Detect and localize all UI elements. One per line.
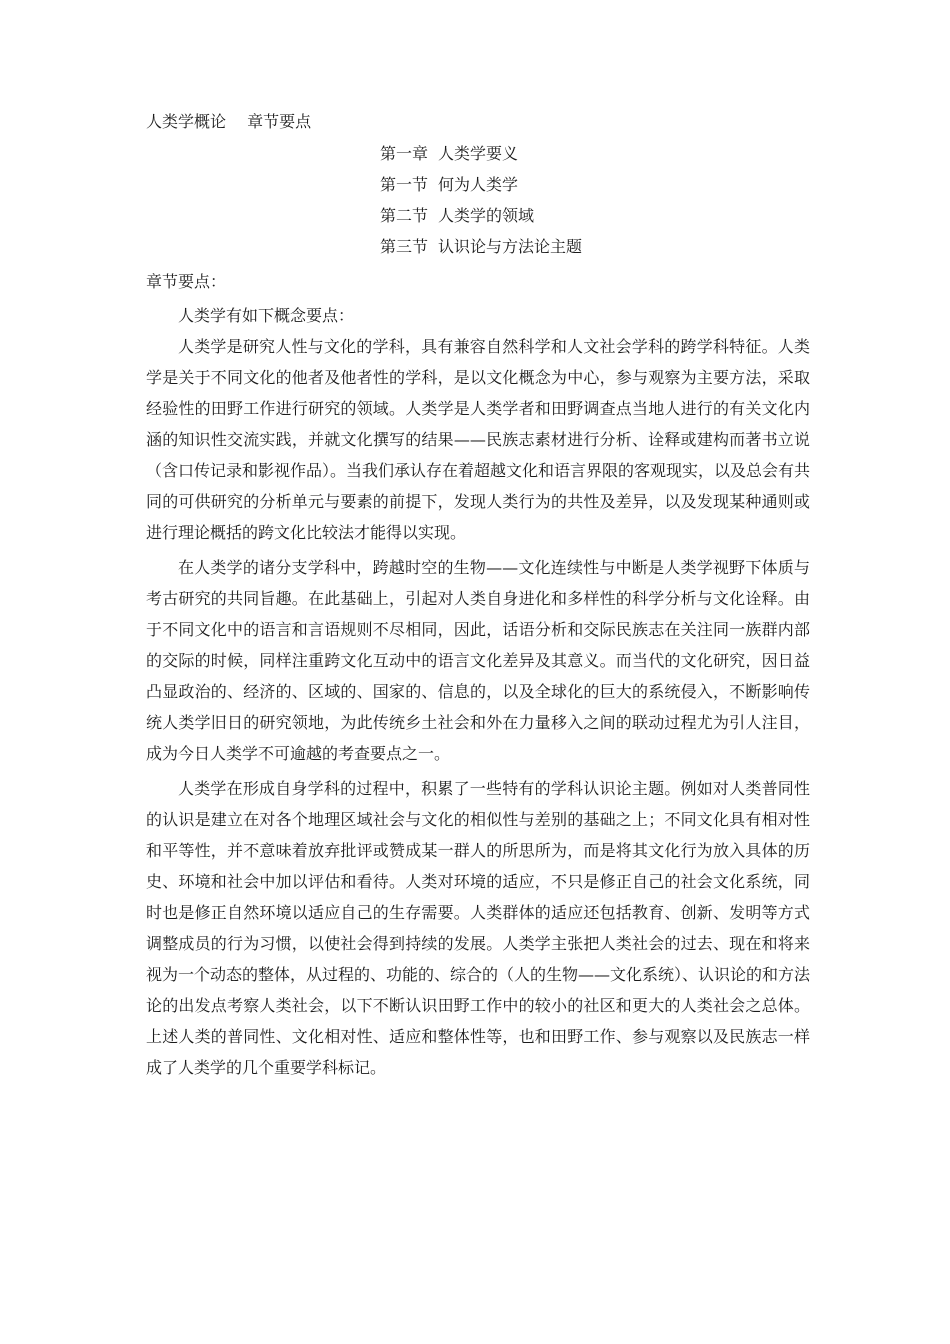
toc-section-title: 人类学的领域 <box>438 206 535 225</box>
key-points-label: 章节要点： <box>146 272 227 291</box>
toc-section-number: 第一节 <box>380 175 429 194</box>
paragraph-intro: 人类学有如下概念要点： <box>178 306 355 325</box>
body-text <box>146 300 810 1083</box>
table-of-contents <box>380 144 582 268</box>
paragraph-epistemology: 人类学在形成自身学科的过程中，积累了一些特有的学科认识论主题。例如对人类普同性的认识是建立在对各个地理区域社会与文化的相似性与差别的基础之上；不同文化具有相对性和平等性，并不意味着放弃批评或赞成某一群人的所思所为，而是将其文化行为放入具体的历史、环境和社会中加以评估和看待。人类对环境的适应，不只是修正自己的社会文化系统，同时也是修正自然环境以适应自己的生存需要。人类群体的适应还包括教育、创新、发明等方式调整成员的行为习惯，以使社会得到持续的发展。人类学主张把人类社会的过去、现在和将来视为一个动态的整体，从过程的、功能的、综合的（人的生物——文化系统）、认识论的和方法论的出发点考察人类社会，以下不断认识田野工作中的较小的社区和更大的人类社会之总体。上述人类的普同性、文化相对性、适应和整体性等，也和田野工作、参与观察以及民族志一样成了人类学的几个重要学科标记。 <box>146 779 811 1077</box>
toc-section <box>380 175 582 206</box>
toc-chapter-number: 第一章 <box>380 144 429 163</box>
document-header: 人类学概论 章节要点 <box>146 112 312 131</box>
toc-section-title: 认识论与方法论主题 <box>438 237 583 256</box>
toc-section-number: 第三节 <box>380 237 429 256</box>
toc-chapter-title: 人类学要义 <box>438 144 519 163</box>
toc-chapter <box>380 144 582 175</box>
toc-section-number: 第二节 <box>380 206 429 225</box>
paragraph-definition: 人类学是研究人性与文化的学科，具有兼容自然科学和人文社会学科的跨学科特征。人类学是关于不同文化的他者及他者性的学科，是以文化概念为中心，参与观察为主要方法，采取经验性的田野工作进行研究的领域。人类学是人类学者和田野调查点当地人进行的有关文化内涵的知识性交流实践，并就文化撰写的结果——民族志素材进行分析、诠释或建构而著书立说（含口传记录和影视作品）。当我们承认存在着超越文化和语言界限的客观现实，以及总会有共同的可供研究的分析单元与要素的前提下，发现人类行为的共性及差异，以及发现某种通则或进行理论概括的跨文化比较法才能得以实现。 <box>146 337 811 542</box>
toc-section-title: 何为人类学 <box>438 175 519 194</box>
toc-section <box>380 206 582 237</box>
toc-section <box>380 237 582 268</box>
paragraph-subdisciplines: 在人类学的诸分支学科中，跨越时空的生物——文化连续性与中断是人类学视野下体质与考古研究的共同旨趣。在此基础上，引起对人类自身进化和多样性的科学分析与文化诠释。由于不同文化中的语言和言语规则不尽相同，因此，话语分析和交际民族志在关注同一族群内部的交际的时候，同样注重跨文化互动中的语言文化差异及其意义。而当代的文化研究，因日益凸显政治的、经济的、区域的、国家的、信息的，以及全球化的巨大的系统侵入，不断影响传统人类学旧日的研究领地，为此传统乡土社会和外在力量移入之间的联动过程尤为引人注目，成为今日人类学不可逾越的考查要点之一。 <box>146 558 810 763</box>
